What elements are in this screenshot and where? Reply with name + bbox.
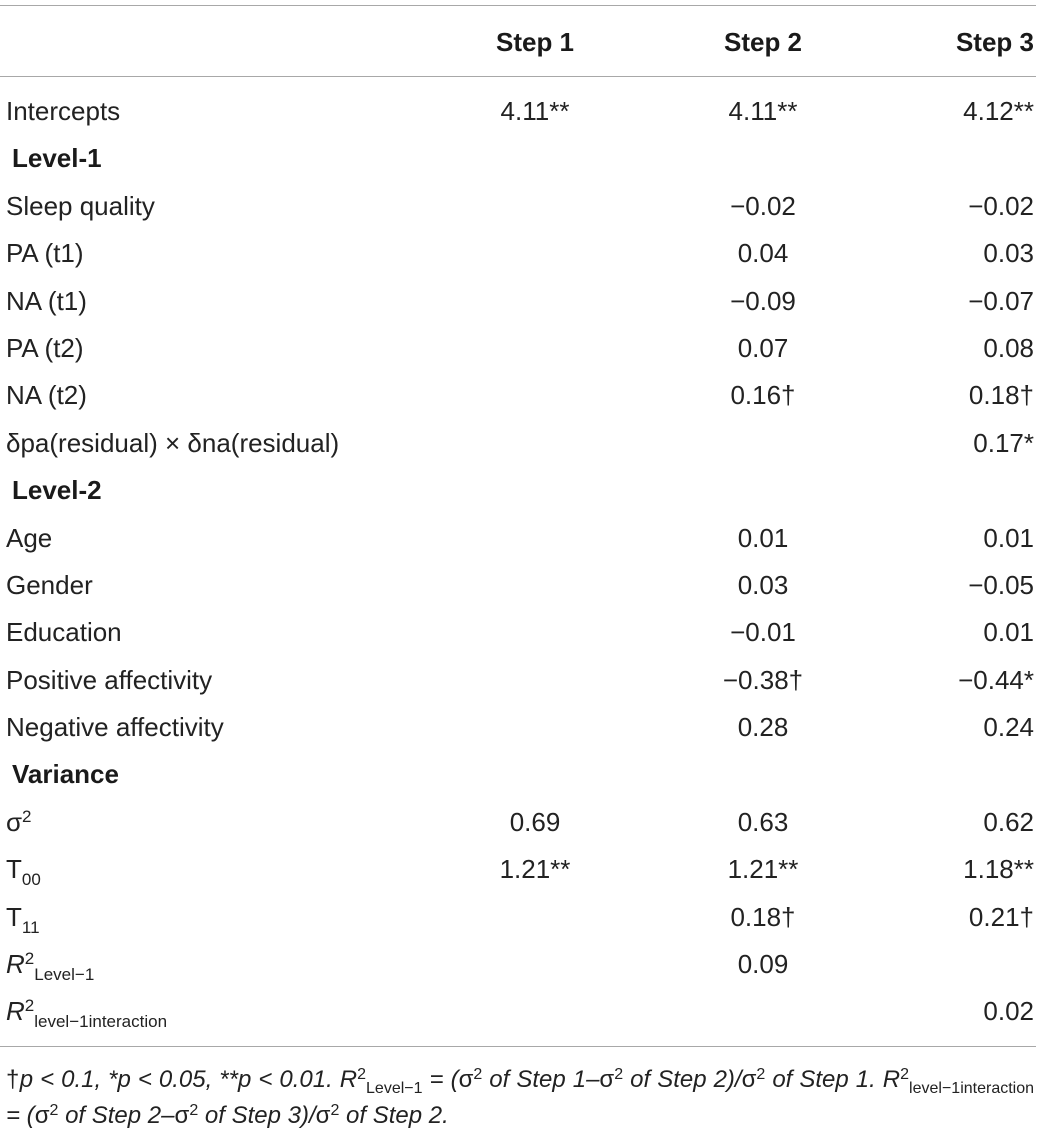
- footnote-sup: 2: [357, 1066, 367, 1083]
- cell-step-2: 0.63: [737, 806, 789, 837]
- footnote-text: of Step 3)/: [198, 1102, 316, 1129]
- cell-step-1: 0.69: [509, 806, 561, 837]
- table-header: [0, 22, 1040, 62]
- table-bottom-rule: [0, 1046, 1036, 1047]
- cell-step-3: 0.24: [983, 712, 1034, 743]
- row-label: PA (t1): [6, 238, 84, 269]
- cell-step-3: 0.03: [983, 238, 1034, 269]
- table-body: [0, 88, 1040, 1036]
- table-row-r2-level-1-interaction: [0, 988, 1040, 1035]
- cell-step-3: 0.18†: [968, 380, 1034, 411]
- footnote-sigma: σ: [458, 1066, 474, 1093]
- footnote-sub-interaction: level−1interaction: [909, 1080, 1035, 1097]
- table-header-rule: [0, 76, 1036, 77]
- footnote-r: R: [339, 1066, 358, 1093]
- section-label: Variance: [12, 759, 119, 790]
- cell-step-3: 0.21†: [968, 901, 1034, 932]
- cell-step-2: 0.01: [737, 522, 789, 553]
- cell-step-2: −0.09: [730, 285, 796, 316]
- row-label: PA (t2): [6, 332, 84, 363]
- row-label: NA (t1): [6, 285, 87, 316]
- footnote-r: R: [882, 1066, 901, 1093]
- cell-step-2: 0.04: [737, 238, 789, 269]
- footnote-sup: 2: [614, 1066, 624, 1083]
- label-subscript: 11: [21, 917, 40, 937]
- cell-step-3: 0.01: [983, 522, 1034, 553]
- row-label: Negative affectivity: [6, 712, 224, 743]
- header-step-3: Step 3: [955, 27, 1034, 57]
- footnote-sup: 2: [189, 1102, 199, 1119]
- row-label: [6, 988, 167, 1035]
- cell-step-2: 0.03: [737, 569, 789, 600]
- cell-step-2: −0.02: [730, 190, 796, 221]
- label-superscript: 2: [22, 806, 32, 826]
- section-heading-level-1: [0, 135, 1040, 182]
- label-base: R: [6, 996, 25, 1027]
- cell-step-3: 4.12**: [963, 96, 1034, 126]
- footnote-sup: 2: [473, 1066, 483, 1083]
- table-row-intercepts: [0, 88, 1040, 135]
- table-row-t00: [0, 846, 1040, 893]
- cell-step-2: −0.01: [730, 617, 796, 648]
- cell-step-2: 0.18†: [730, 901, 796, 932]
- footnote-sigma: σ: [741, 1066, 757, 1093]
- footnote-sigma: σ: [599, 1066, 615, 1093]
- label-subscript: 00: [21, 870, 41, 890]
- row-label: [6, 799, 32, 846]
- footnote-sub-level1: Level−1: [366, 1080, 423, 1097]
- cell-step-3: 0.62: [983, 806, 1034, 837]
- table-footnote: [6, 1062, 1034, 1134]
- dagger-symbol: †: [6, 1066, 20, 1093]
- row-label: Age: [6, 522, 53, 553]
- table-row-sleep-quality: [0, 183, 1040, 230]
- label-superscript: 2: [24, 996, 35, 1016]
- table-row-gender: [0, 562, 1040, 609]
- footnote-sup: 2: [330, 1102, 340, 1119]
- row-label: [6, 894, 40, 941]
- cell-step-2: −0.38†: [722, 664, 804, 695]
- footnote-sup: 2: [756, 1066, 766, 1083]
- label-base: T: [6, 854, 22, 885]
- label-base: σ: [6, 806, 23, 837]
- row-label: Positive affectivity: [6, 664, 213, 695]
- label-subscript: Level−1: [34, 965, 95, 985]
- footnote-text: of Step 1.: [765, 1066, 883, 1093]
- cell-step-3: 1.18**: [963, 854, 1034, 885]
- label-superscript: 2: [24, 949, 35, 969]
- footnote-text: = (: [6, 1102, 35, 1129]
- cell-step-2: 0.28: [737, 712, 789, 743]
- table-row-negative-affectivity: [0, 704, 1040, 751]
- footnote-sigma: σ: [174, 1102, 190, 1129]
- footnote-significance: p < 0.1, *p < 0.05, **p < 0.01.: [19, 1066, 340, 1093]
- label-base: R: [6, 949, 25, 980]
- cell-step-3: 0.02: [983, 996, 1034, 1027]
- footnote-sup: 2: [900, 1066, 910, 1083]
- cell-step-2: 0.09: [737, 949, 789, 980]
- cell-step-3: −0.44*: [958, 664, 1034, 695]
- cell-step-1: 4.11**: [500, 96, 570, 126]
- cell-step-2: 1.21**: [727, 854, 799, 885]
- cell-step-3: −0.02: [968, 190, 1034, 221]
- table-top-rule: [0, 5, 1036, 6]
- cell-step-3: −0.05: [968, 569, 1034, 600]
- footnote-sup: 2: [49, 1102, 59, 1119]
- table-row-age: [0, 515, 1040, 562]
- cell-step-3: −0.07: [968, 285, 1034, 316]
- table-row-na-t2: [0, 372, 1040, 419]
- section-label: Level-1: [12, 143, 102, 174]
- row-label: Education: [6, 617, 122, 648]
- header-step-1: Step 1: [495, 27, 575, 57]
- footnote-text: of Step 2)/: [623, 1066, 742, 1093]
- cell-step-3: 0.01: [983, 617, 1034, 648]
- footnote-sigma: σ: [315, 1102, 331, 1129]
- footnote-sigma: σ: [34, 1102, 50, 1129]
- row-label: [6, 941, 94, 988]
- cell-step-3: 0.08: [983, 332, 1034, 363]
- row-label: δpa(residual) × δna(residual): [6, 427, 340, 458]
- cell-step-2: 0.16†: [730, 380, 796, 411]
- cell-step-2: 4.11**: [728, 96, 798, 126]
- footnote-text: of Step 1–: [482, 1066, 600, 1093]
- section-heading-variance: [0, 751, 1040, 798]
- label-base: T: [6, 901, 22, 932]
- table-row-positive-affectivity: [0, 657, 1040, 704]
- table-row-pa-t1: [0, 230, 1040, 277]
- row-label: NA (t2): [6, 380, 87, 411]
- row-label: [6, 846, 41, 893]
- table-row-interaction: [0, 420, 1040, 467]
- header-step-2: Step 2: [723, 27, 803, 57]
- row-label: Intercepts: [6, 96, 121, 126]
- table-row-pa-t2: [0, 325, 1040, 372]
- table-row-education: [0, 609, 1040, 656]
- table-row-na-t1: [0, 278, 1040, 325]
- section-heading-level-2: [0, 467, 1040, 514]
- table-row-t11: [0, 894, 1040, 941]
- cell-step-1: 1.21**: [499, 854, 571, 885]
- row-label: Sleep quality: [6, 190, 155, 221]
- cell-step-3: 0.17*: [973, 427, 1034, 458]
- footnote-text: = (: [422, 1066, 459, 1093]
- footnote-text: of Step 2–: [58, 1102, 175, 1129]
- footnote-text: of Step 2.: [339, 1102, 449, 1129]
- label-subscript: level−1interaction: [34, 1012, 168, 1032]
- table-row-r2-level-1: [0, 941, 1040, 988]
- row-label: Gender: [6, 569, 93, 600]
- section-label: Level-2: [12, 475, 102, 506]
- cell-step-2: 0.07: [737, 332, 789, 363]
- table-row-sigma-squared: [0, 799, 1040, 846]
